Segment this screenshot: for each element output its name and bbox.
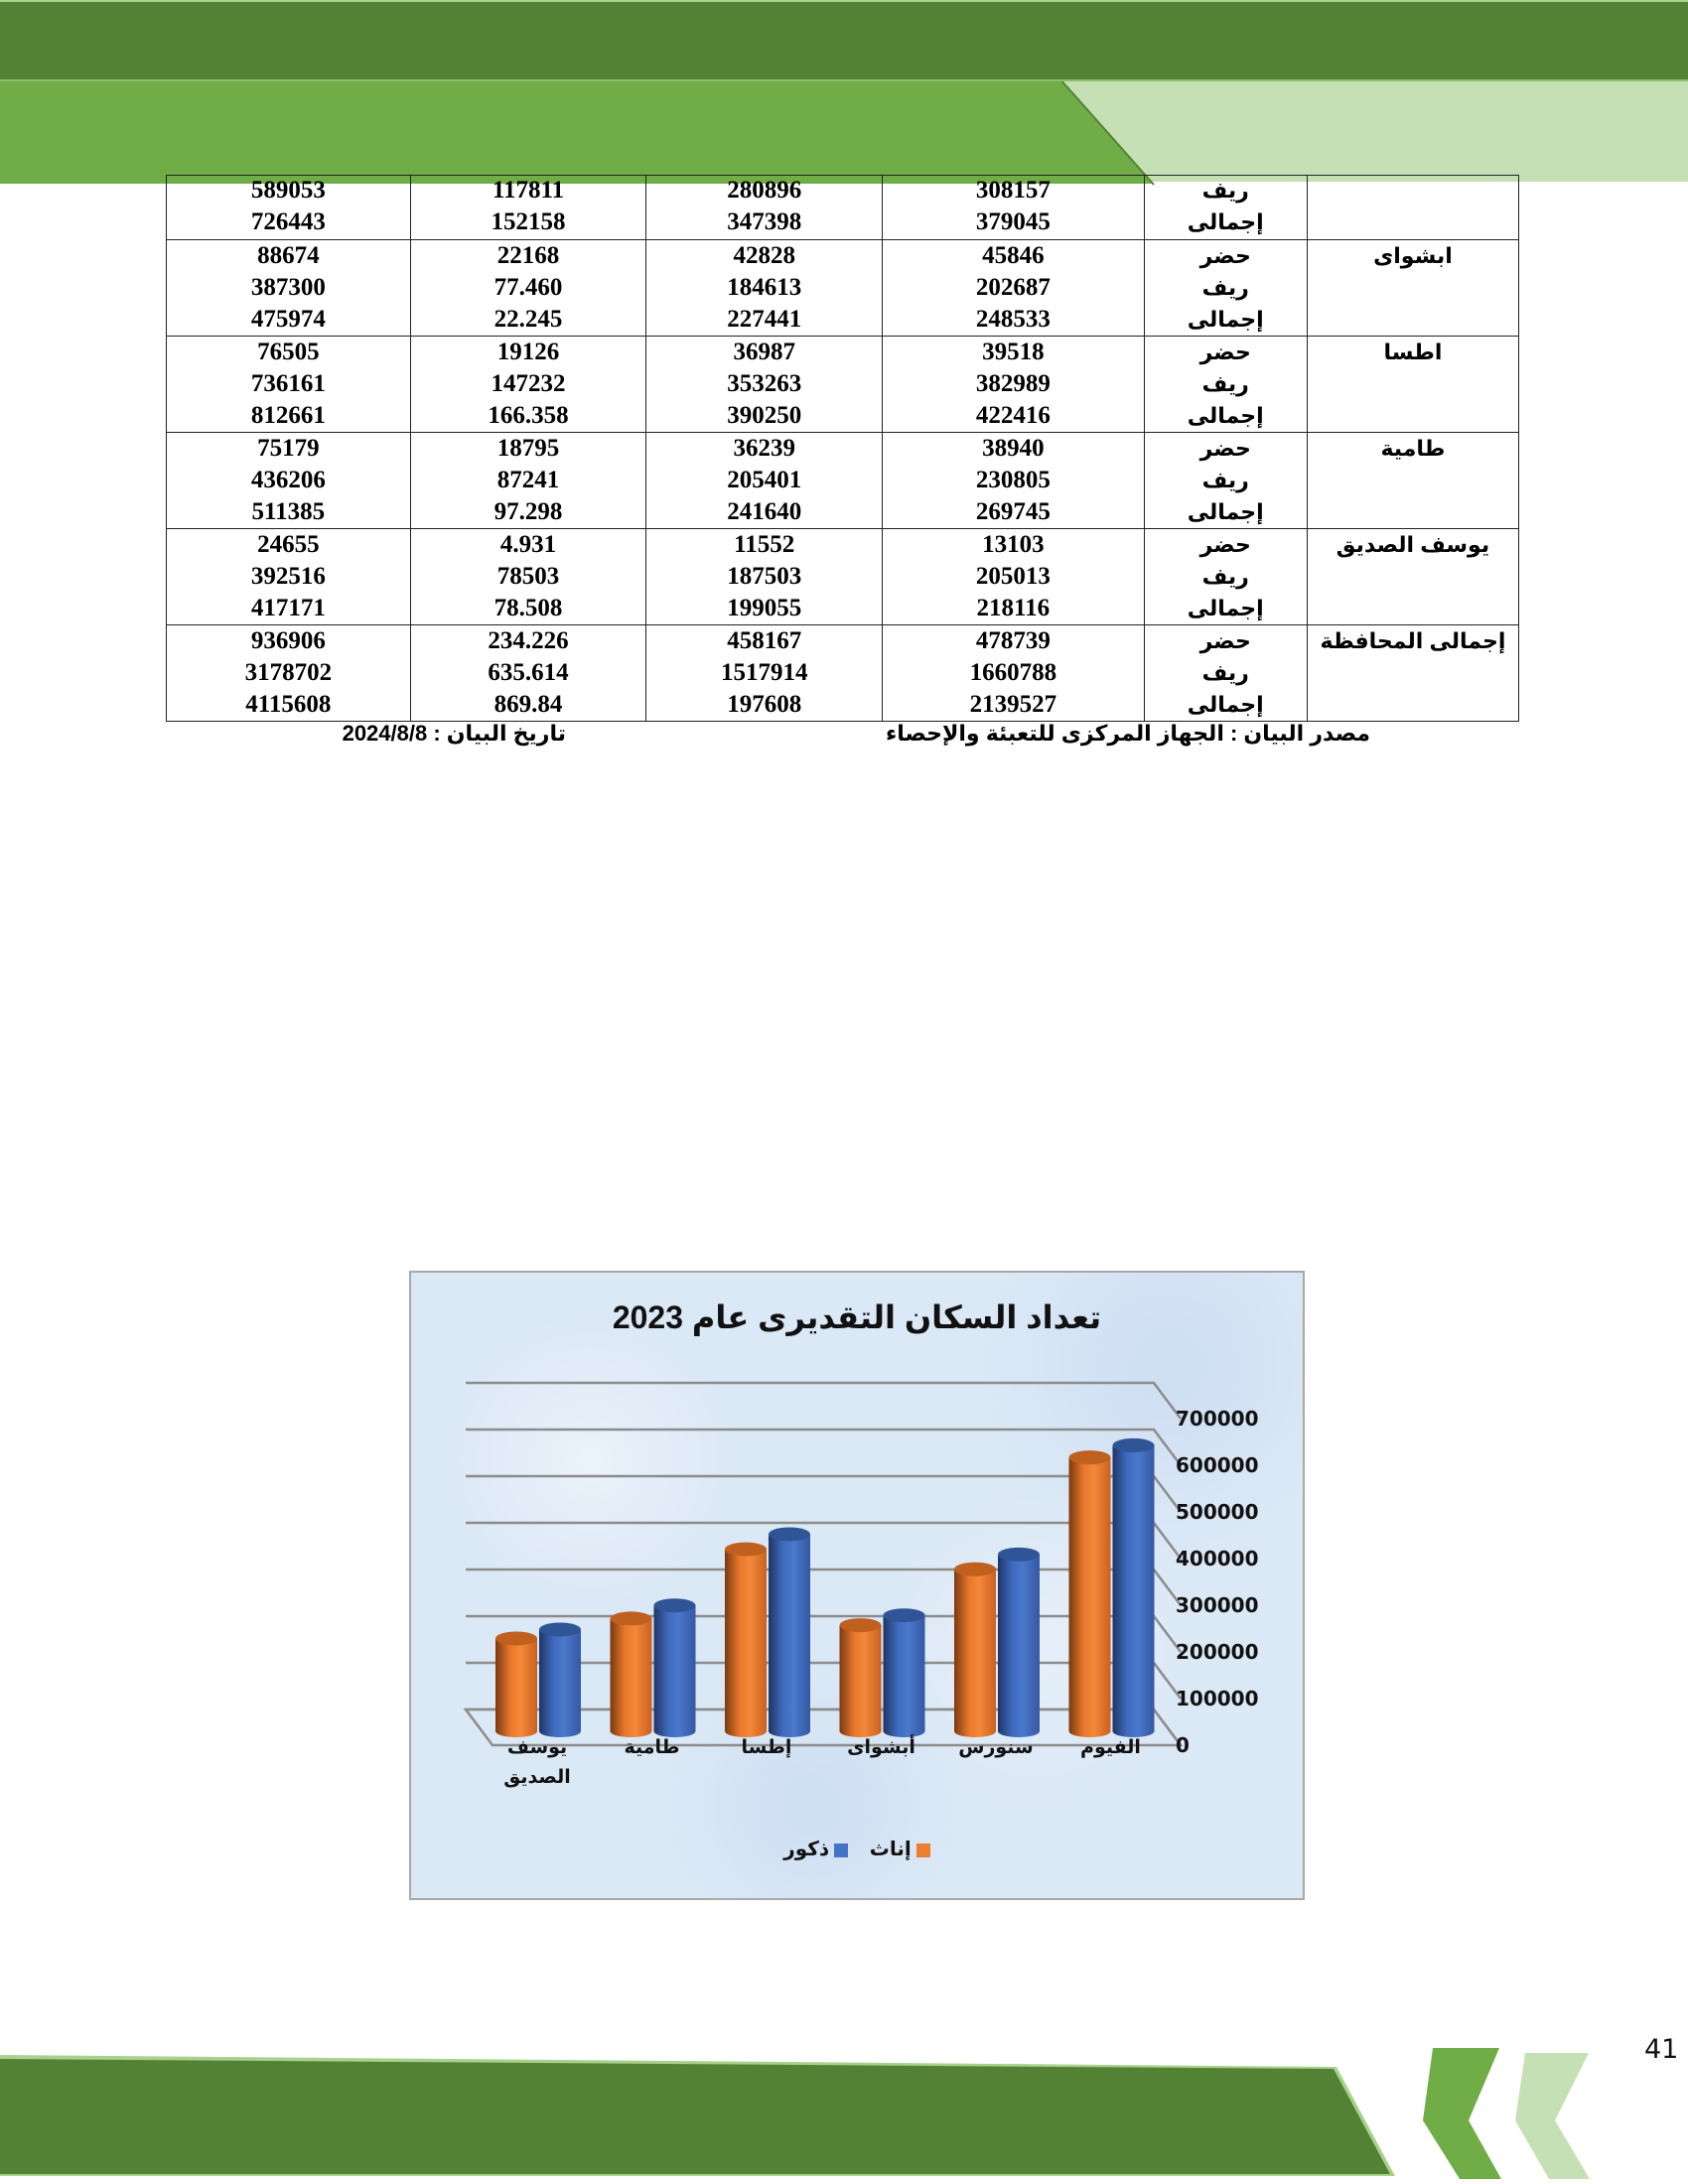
cell-value: 392516 bbox=[250, 563, 326, 590]
banner-light-band bbox=[1062, 79, 1688, 182]
cell-value: 511385 bbox=[251, 498, 326, 525]
area-type-label: حضر bbox=[1199, 628, 1251, 653]
chevron-left-icon bbox=[1423, 2048, 1501, 2179]
cell-value: 36987 bbox=[733, 339, 795, 365]
table-cell bbox=[883, 529, 1145, 625]
area-type-label: إجمالى bbox=[1187, 499, 1264, 524]
bar-female-3 bbox=[725, 1550, 767, 1737]
cell-value: 11552 bbox=[734, 531, 795, 558]
cell-value: 36239 bbox=[733, 435, 795, 462]
area-type-label: ريف bbox=[1201, 178, 1249, 203]
cell-value: 205013 bbox=[975, 563, 1051, 590]
legend-label-male: ذكور bbox=[783, 1839, 830, 1860]
population-chart bbox=[409, 1271, 1305, 1900]
table-cell bbox=[646, 529, 883, 625]
bar-male-0 bbox=[1113, 1445, 1155, 1737]
cell-value: 269745 bbox=[975, 498, 1051, 525]
cell-value: 88674 bbox=[257, 242, 320, 269]
x-axis-label: يوسف الصديق bbox=[503, 1737, 571, 1788]
cell-value: 387300 bbox=[250, 274, 326, 301]
data-date: تاريخ البيان : 2024/8/8 bbox=[342, 721, 566, 746]
legend-swatch-male bbox=[834, 1843, 848, 1857]
cell-value: 77.460 bbox=[493, 274, 563, 301]
cell-value: 117811 bbox=[492, 177, 565, 204]
bar-female-5 bbox=[495, 1638, 537, 1737]
y-axis-label: 0 bbox=[1176, 1733, 1190, 1757]
bar-cap-female-3 bbox=[725, 1543, 767, 1557]
cell-value: 308157 bbox=[975, 177, 1051, 204]
table-cell bbox=[883, 240, 1145, 337]
cell-value: 589053 bbox=[250, 177, 326, 204]
district-cell bbox=[1307, 625, 1518, 722]
area-type-cell bbox=[1144, 529, 1307, 625]
cell-value: 87241 bbox=[496, 467, 560, 493]
cell-value: 13103 bbox=[982, 531, 1045, 558]
cell-value: 45846 bbox=[982, 242, 1045, 269]
table-cell bbox=[883, 625, 1145, 722]
table-cell bbox=[167, 337, 411, 433]
district-cell bbox=[1307, 176, 1518, 240]
footer-banner bbox=[0, 2025, 1688, 2184]
area-type-label: ريف bbox=[1201, 371, 1249, 396]
bar-cap-female-5 bbox=[495, 1631, 537, 1645]
cell-value: 202687 bbox=[975, 274, 1051, 301]
district-cell bbox=[1307, 529, 1518, 625]
cell-value: 2139527 bbox=[969, 691, 1057, 718]
table-cell bbox=[646, 176, 883, 240]
area-type-label: ريف bbox=[1201, 564, 1249, 589]
bar-cap-female-4 bbox=[611, 1611, 652, 1625]
y-axis-label: 700000 bbox=[1176, 1407, 1259, 1431]
area-type-cell bbox=[1144, 433, 1307, 529]
cell-value: 19126 bbox=[496, 339, 560, 365]
bar-cap-male-4 bbox=[654, 1598, 696, 1612]
table-cell bbox=[167, 433, 411, 529]
cell-value: 75179 bbox=[257, 435, 320, 462]
district-cell bbox=[1307, 240, 1518, 337]
bar-male-5 bbox=[539, 1629, 581, 1737]
area-type-cell bbox=[1144, 625, 1307, 722]
x-axis-label: أبشواى bbox=[847, 1737, 915, 1758]
cell-value: 24655 bbox=[257, 531, 320, 558]
cell-value: 22168 bbox=[496, 242, 560, 269]
cell-value: 18795 bbox=[496, 435, 560, 462]
cell-value: 39518 bbox=[982, 339, 1045, 365]
cell-value: 4115608 bbox=[245, 691, 332, 718]
y-axis-label: 500000 bbox=[1176, 1500, 1259, 1524]
header-banner bbox=[0, 0, 1688, 189]
cell-value: 78503 bbox=[496, 563, 560, 590]
banner-mid-band bbox=[0, 79, 1152, 184]
table-cell bbox=[410, 625, 646, 722]
bar-cap-female-1 bbox=[954, 1563, 996, 1576]
cell-value: 475974 bbox=[250, 306, 326, 333]
table-cell bbox=[883, 433, 1145, 529]
cell-value: 22.245 bbox=[493, 306, 563, 333]
table-cell bbox=[410, 337, 646, 433]
cell-value: 97.298 bbox=[493, 498, 563, 525]
bar-female-1 bbox=[954, 1570, 996, 1737]
page-number: 41 bbox=[1644, 2034, 1679, 2065]
cell-value: 3178702 bbox=[244, 659, 333, 686]
cell-value: 234.226 bbox=[488, 627, 569, 654]
chart-plot-area bbox=[411, 1273, 1303, 1898]
area-type-label: إجمالى bbox=[1187, 403, 1264, 428]
cell-value: 166.358 bbox=[488, 402, 569, 429]
cell-value: 280896 bbox=[727, 177, 802, 204]
bar-cap-male-5 bbox=[539, 1622, 581, 1636]
table-cell bbox=[410, 433, 646, 529]
y-axis-label: 600000 bbox=[1176, 1453, 1259, 1477]
cell-value: 353263 bbox=[727, 370, 802, 397]
x-axis-label: إطسا bbox=[741, 1737, 792, 1758]
area-type-cell bbox=[1144, 337, 1307, 433]
cell-value: 379045 bbox=[975, 208, 1051, 235]
area-type-cell bbox=[1144, 240, 1307, 337]
chevron-left-light-icon bbox=[1515, 2053, 1590, 2179]
area-type-label: إجمالى bbox=[1187, 307, 1264, 332]
area-type-cell bbox=[1144, 176, 1307, 240]
bar-male-2 bbox=[884, 1615, 925, 1737]
table-cell bbox=[410, 529, 646, 625]
bar-female-4 bbox=[611, 1618, 652, 1737]
table-cell bbox=[883, 337, 1145, 433]
cell-value: 417171 bbox=[250, 595, 326, 621]
cell-value: 478739 bbox=[975, 627, 1051, 654]
x-axis-label: الفيوم bbox=[1080, 1737, 1141, 1758]
cell-value: 78.508 bbox=[493, 595, 563, 621]
table-cell bbox=[646, 240, 883, 337]
table-cell bbox=[167, 625, 411, 722]
table-cell bbox=[410, 240, 646, 337]
area-type-label: حضر bbox=[1199, 436, 1251, 461]
cell-value: 458167 bbox=[727, 627, 802, 654]
area-type-label: ريف bbox=[1201, 275, 1249, 300]
bar-female-2 bbox=[840, 1625, 882, 1737]
chart-title: تعداد السكان التقديرى عام 2023 bbox=[612, 1299, 1102, 1335]
cell-value: 382989 bbox=[975, 370, 1051, 397]
cell-value: 1660788 bbox=[969, 659, 1057, 686]
table-row-group bbox=[167, 176, 1519, 240]
cell-value: 218116 bbox=[976, 595, 1051, 621]
district-name: ابشواى bbox=[1373, 243, 1453, 268]
area-type-label: حضر bbox=[1199, 532, 1251, 557]
area-type-label: إجمالى bbox=[1187, 692, 1264, 717]
cell-value: 4.931 bbox=[499, 531, 557, 558]
district-cell bbox=[1307, 337, 1518, 433]
bar-cap-female-0 bbox=[1069, 1450, 1111, 1464]
cell-value: 230805 bbox=[975, 467, 1051, 493]
y-axis-label: 300000 bbox=[1176, 1593, 1259, 1617]
district-name: إجمالى المحافظة bbox=[1320, 628, 1506, 653]
y-axis-label: 100000 bbox=[1176, 1687, 1259, 1710]
cell-value: 248533 bbox=[975, 306, 1051, 333]
cell-value: 76505 bbox=[257, 339, 320, 365]
x-axis-label: سنورس bbox=[958, 1737, 1034, 1758]
area-type-label: إجمالى bbox=[1187, 209, 1264, 234]
cell-value: 42828 bbox=[733, 242, 795, 269]
legend-item-female bbox=[870, 1837, 930, 1861]
table-row-group bbox=[167, 433, 1519, 529]
district-name bbox=[1308, 176, 1518, 207]
data-source: مصدر البيان : الجهاز المركزى للتعبئة والإحصاء bbox=[885, 721, 1370, 746]
cell-value: 347398 bbox=[727, 208, 802, 235]
table-cell bbox=[646, 337, 883, 433]
bar-cap-female-2 bbox=[840, 1618, 882, 1632]
table-cell bbox=[167, 240, 411, 337]
legend-item-male bbox=[783, 1837, 848, 1861]
bar-male-4 bbox=[654, 1605, 696, 1737]
x-axis-label: طامية bbox=[624, 1737, 680, 1758]
gridline bbox=[466, 1383, 1181, 1419]
bar-cap-male-3 bbox=[769, 1527, 810, 1541]
bar-male-3 bbox=[769, 1534, 810, 1737]
district-name: اطسا bbox=[1383, 340, 1443, 364]
table-row-group bbox=[167, 337, 1519, 433]
cell-value: 187503 bbox=[727, 563, 802, 590]
cell-value: 197608 bbox=[727, 691, 802, 718]
table-cell bbox=[167, 176, 411, 240]
cell-value: 436206 bbox=[250, 467, 326, 493]
cell-value: 152158 bbox=[491, 208, 566, 235]
bar-female-0 bbox=[1069, 1457, 1111, 1737]
cell-value: 422416 bbox=[975, 402, 1051, 429]
table-cell bbox=[167, 529, 411, 625]
footer-dark-band bbox=[0, 2059, 1390, 2174]
cell-value: 227441 bbox=[727, 306, 802, 333]
population-table bbox=[166, 175, 1519, 722]
table-cell bbox=[410, 176, 646, 240]
table-cell bbox=[883, 176, 1145, 240]
area-type-label: حضر bbox=[1199, 340, 1251, 364]
cell-value: 936906 bbox=[250, 627, 326, 654]
cell-value: 241640 bbox=[727, 498, 802, 525]
district-name: يوسف الصديق bbox=[1336, 532, 1490, 557]
cell-value: 390250 bbox=[727, 402, 802, 429]
legend-label-female: إناث bbox=[869, 1839, 912, 1860]
cell-value: 205401 bbox=[727, 467, 802, 493]
bar-cap-male-2 bbox=[884, 1608, 925, 1622]
cell-value: 147232 bbox=[491, 370, 566, 397]
area-type-label: ريف bbox=[1201, 468, 1249, 492]
district-name: طامية bbox=[1380, 436, 1446, 461]
cell-value: 869.84 bbox=[493, 691, 563, 718]
district-cell bbox=[1307, 433, 1518, 529]
y-axis-label: 200000 bbox=[1176, 1640, 1259, 1664]
table-row-group bbox=[167, 240, 1519, 337]
area-type-label: إجمالى bbox=[1187, 596, 1264, 620]
cell-value: 635.614 bbox=[488, 659, 569, 686]
cell-value: 184613 bbox=[727, 274, 802, 301]
table-row-group bbox=[167, 625, 1519, 722]
banner-dark-band bbox=[0, 0, 1688, 81]
bar-cap-male-0 bbox=[1113, 1438, 1155, 1452]
chart-legend bbox=[411, 1837, 1303, 1861]
cell-value: 1517914 bbox=[720, 659, 808, 686]
table-cell bbox=[646, 625, 883, 722]
bar-cap-male-1 bbox=[998, 1548, 1040, 1562]
cell-value: 38940 bbox=[982, 435, 1045, 462]
table-cell bbox=[646, 433, 883, 529]
cell-value: 736161 bbox=[250, 370, 326, 397]
bar-male-1 bbox=[998, 1555, 1040, 1737]
table-row-group bbox=[167, 529, 1519, 625]
y-axis-label: 400000 bbox=[1176, 1547, 1259, 1570]
area-type-label: حضر bbox=[1199, 243, 1251, 268]
cell-value: 726443 bbox=[250, 208, 326, 235]
legend-swatch-female bbox=[916, 1843, 930, 1857]
cell-value: 812661 bbox=[250, 402, 326, 429]
cell-value: 199055 bbox=[727, 595, 802, 621]
area-type-label: ريف bbox=[1201, 660, 1249, 685]
